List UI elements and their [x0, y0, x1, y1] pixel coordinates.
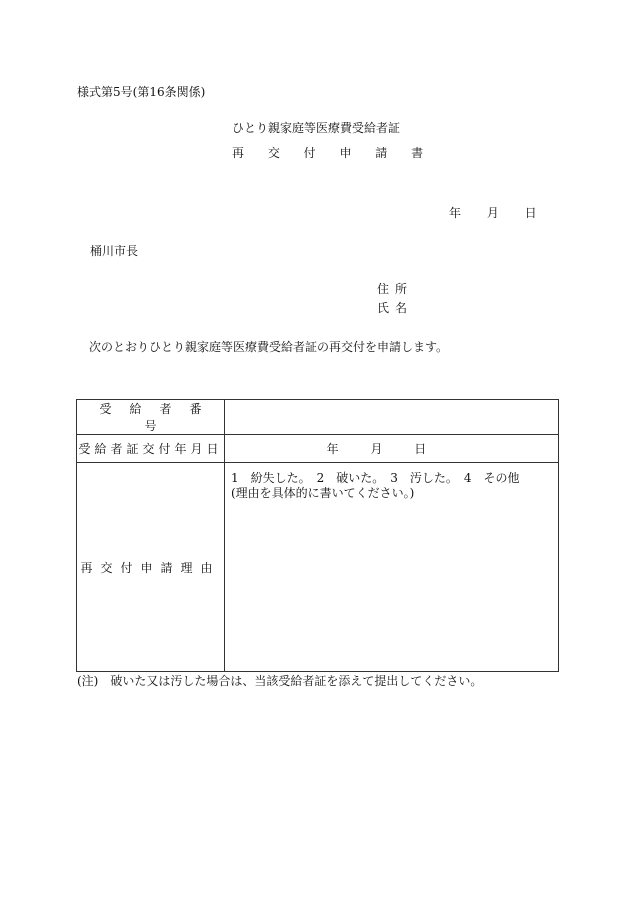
- table-row: [77, 435, 559, 463]
- application-statement: 次のとおりひとり親家庭等医療費受給者証の再交付を申請します。: [89, 340, 449, 354]
- addressee: 桶川市長: [90, 244, 139, 258]
- table-row: [77, 400, 559, 435]
- name-label: 氏名: [377, 301, 414, 315]
- issue-date-label: 受給者証交付年月日: [77, 435, 225, 463]
- reason-instruction: (理由を具体的に書いてください。): [231, 486, 415, 500]
- table-row: [77, 463, 559, 672]
- issue-date-field[interactable]: 年 月 日: [225, 435, 559, 463]
- document-title: ひとり親家庭等医療費受給者証: [232, 121, 401, 135]
- reason-options: 1 紛失した。 2 破いた。 3 汚した。 4 その他: [231, 471, 520, 485]
- application-date: 年 月 日: [449, 206, 537, 220]
- application-table: [76, 399, 559, 672]
- reissue-reason-field[interactable]: [225, 463, 559, 672]
- footnote: (注) 破いた又は汚した場合は、当該受給者証を添えて提出してください。: [77, 674, 483, 688]
- form-number: 様式第5号(第16条関係): [77, 85, 206, 99]
- recipient-number-label: 受給者番号: [77, 400, 225, 435]
- recipient-number-field[interactable]: [225, 400, 559, 435]
- document-subtitle: 再 交 付 申 請 書: [232, 146, 425, 160]
- reissue-reason-label: 再交付申請理由: [77, 463, 225, 672]
- address-label: 住所: [377, 282, 414, 296]
